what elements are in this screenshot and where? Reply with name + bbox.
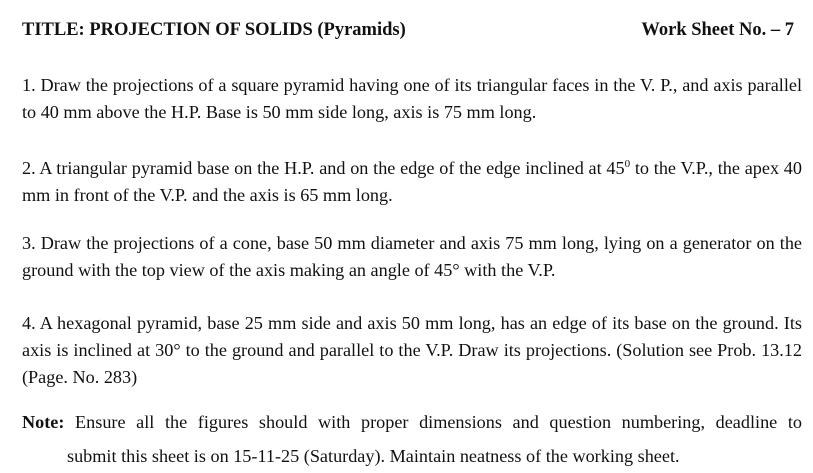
question-4-text: 4. A hexagonal pyramid, base 25 mm side and axis 50 mm long, has an edge of its base on the ground. Its axis is inclined at 30° to the ground and parallel to the V.P. Draw its projections. (Solution see Prob. 13.12 (Page. No. 283) [22,313,802,387]
note-text-1: Ensure all the figures should with proper dimensions and question numbering, deadline to [64,412,802,432]
question-3 [22,230,802,284]
question-3-text: 3. Draw the projections of a cone, base 50 mm diameter and axis 75 mm long, lying on a generator on the ground with the top view of the axis making an angle of 45° with the V.P. [22,233,802,280]
worksheet-header [22,20,794,46]
note-text-2: submit this sheet is on 15-11-25 (Saturday). Maintain neatness of the working sheet. [67,446,680,466]
note-line-2 [22,439,802,473]
question-1-text: 1. Draw the projections of a square pyramid having one of its triangular faces in the V. P., and axis parallel to 40 mm above the H.P. Base is 50 mm side long, axis is 75 mm long. [22,75,802,122]
question-1 [22,72,802,126]
question-4 [22,310,802,391]
question-2-text-start: 2. A triangular pyramid base on the H.P. and on the edge of the edge inclined at 45 [22,158,625,179]
degree-superscript: 0 [624,158,631,170]
question-2-text-end: to the V.P., the apex 40 mm in front of the V.P. and the axis is 65 mm long. [22,158,802,206]
note-block [22,405,802,473]
worksheet-number: Work Sheet No. – 7 [641,20,794,40]
note-label: Note: [22,412,65,432]
note-line-1 [22,405,802,439]
worksheet-title: TITLE: PROJECTION OF SOLIDS (Pyramids) [22,20,406,40]
question-2 [22,151,802,209]
